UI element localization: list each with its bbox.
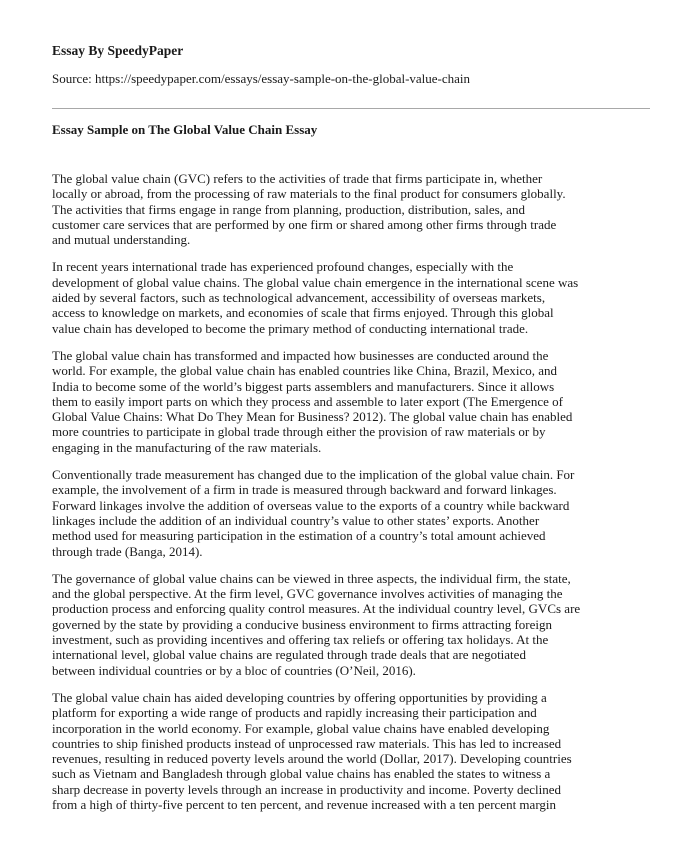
essay-author-heading: Essay By SpeedyPaper: [52, 43, 184, 58]
paragraph-line: investment, such as providing incentives and offering tax reliefs or offering tax holidays. At the: [52, 632, 549, 648]
paragraph-line: locally or abroad, from the processing of raw materials to the final product for consumers globally.: [52, 186, 566, 202]
paragraph-line: example, the involvement of a firm in trade is measured through backward and forward linkages.: [52, 482, 557, 498]
paragraph-line: and mutual understanding.: [52, 232, 191, 248]
paragraph-line: engaging in the manufacturing of the raw materials.: [52, 439, 322, 455]
header-divider: [52, 108, 650, 109]
paragraph-line: The governance of global value chains can be viewed in three aspects, the individual firm, the state,: [52, 570, 571, 586]
essay-title: Essay Sample on The Global Value Chain Essay: [52, 122, 318, 137]
paragraph-line: Conventionally trade measurement has changed due to the implication of the global value chain. For: [52, 467, 575, 483]
paragraph-2: [52, 259, 654, 335]
paragraph-line: aided by several factors, such as technological advancement, accessibility of overseas markets,: [52, 290, 546, 306]
paragraph-line: Forward linkages involve the addition of overseas value to the exports of a country while backward: [52, 497, 570, 513]
paragraph-line: value chain has developed to become the primary method of conducting international trade.: [52, 320, 529, 336]
paragraph-line: The activities that firms engage in range from planning, production, distribution, sales, and: [52, 201, 525, 217]
paragraph-line: international level, global value chains are regulated through trade deals that are negotiated: [52, 647, 526, 663]
paragraph-line: In recent years international trade has experienced profound changes, especially with the: [52, 259, 514, 275]
paragraph-line: India to become some of the world’s biggest parts assemblers and manufacturers. Since it allows: [52, 378, 555, 394]
paragraph-line: through trade (Banga, 2014).: [52, 543, 203, 559]
paragraph-line: The global value chain has aided developing countries by offering opportunities by providing a: [52, 689, 547, 705]
paragraph-6: [52, 690, 654, 812]
paragraph-line: platform for exporting a wide range of products and rapidly increasing their participation and: [52, 705, 537, 721]
paragraph-line: access to knowledge on markets, and economies of scale that firms enjoyed. Through this global: [52, 305, 554, 321]
paragraph-line: linkages include the addition of an individual country’s value to other states’ exports. Another: [52, 512, 540, 528]
paragraph-line: The global value chain has transformed and impacted how businesses are conducted around the: [52, 347, 549, 363]
paragraph-line: revenues, resulting in reduced poverty levels around the world (Dollar, 2017). Developing countries: [52, 751, 572, 767]
essay-source-line: Source: https://speedypaper.com/essays/essay-sample-on-the-global-value-chain: [52, 71, 471, 86]
paragraph-line: more countries to participate in global trade through either the provision of raw materials or by: [52, 424, 546, 440]
paragraph-line: production process and enforcing quality control measures. At the individual country level, GVCs are: [52, 601, 581, 617]
paragraph-3: [52, 348, 654, 455]
paragraph-line: customer care services that are performed by one firm or shared among other firms through trade: [52, 216, 557, 232]
paragraph-line: sharp decrease in poverty levels through an increase in productivity and income. Poverty declined: [52, 781, 561, 797]
paragraph-line: incorporation in the world economy. For example, global value chains have enabled developing: [52, 720, 550, 736]
paragraph-line: governed by the state by providing a conducive business environment to firms attracting foreign: [52, 616, 553, 632]
paragraph-line: world. For example, the global value chain has enabled countries like China, Brazil, Mexico, and: [52, 363, 558, 379]
paragraph-line: method used for measuring participation in the estimation of a country’s total amount achieved: [52, 528, 546, 544]
paragraph-line: countries to ship finished products instead of unprocessed raw materials. This has led to increased: [52, 735, 562, 751]
paragraph-line: from a high of thirty-five percent to ten percent, and revenue increased with a ten percent margin: [52, 796, 557, 812]
paragraph-1: [52, 171, 654, 247]
paragraph-line: and the global perspective. At the firm level, GVC governance involves activities of managing the: [52, 586, 563, 602]
paragraph-5: [52, 571, 654, 678]
paragraph-4: [52, 467, 654, 559]
paragraph-line: Global Value Chains: What Do They Mean for Business? 2012). The global value chain has enabled: [52, 409, 573, 425]
paragraph-line: between individual countries or by a bloc of countries (O’Neil, 2016).: [52, 662, 416, 678]
paragraph-line: such as Vietnam and Bangladesh through global value chains has enabled the states to witness a: [52, 766, 551, 782]
paragraph-line: development of global value chains. The global value chain emergence in the international scene was: [52, 274, 579, 290]
paragraph-line: them to easily import parts on which they process and assemble to later export (The Emergence of: [52, 393, 563, 409]
essay-body: [52, 171, 654, 824]
paragraph-line: The global value chain (GVC) refers to the activities of trade that firms participate in, whether: [52, 171, 543, 186]
